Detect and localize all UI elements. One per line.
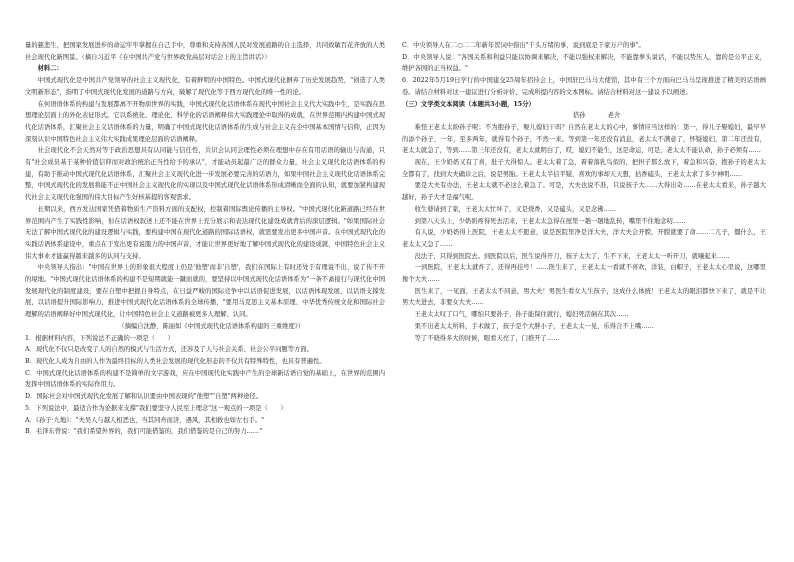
story-author: 老舍	[607, 112, 621, 120]
left-column	[25, 40, 385, 438]
story-paragraph-11: 果不出老太太所料，手术做了，孩子是个大胖小子，王老太太一见，乐得合不上嘴……	[414, 322, 654, 330]
story-paragraph-12: 等了不晓得多大的时候，眼看天亮了，门推开了……	[414, 334, 560, 342]
story-paragraph-1: 难怪王老太太盼孙子呢；不为抱孙子，娶儿媳妇干吗？自然在老太太的心中，事情应当这样的：第一，得儿子娶媳妇，最早早的添个孙子，一年，至多两年，就得有个孙子，不然一来。等到第一年还没有消息，老太太不满意了，怀疑媳妇，第二年还没有，老太太就急了，等到……第三年还没有，老太太就明白了，哎，媳妇不能生，这是命运，可是，老太太不能认命，孙子必须有……	[402, 123, 766, 155]
material2-paragraph-4: 长期以来，西方发达国家凭借着物质生产资料方面的支配权，控制着国际舆论传播的主导权。"中国式现代化新道路已经在世界范围内产生了实践性影响，但在话语权叙述上还不能在世界上充分展示和表达现代化建设成就背后的深层逻辑。"如果国际社会无法了解中国式现代化的建设逻辑与实践，要构建中国在现代化道路的国际话语权，就需要发出更多中国声音。在中国式现代化的实践话语体系建设中，重点在于发出更有说服力的中国声音，才能让世界更好地了解中国式现代化的建设成就，中国特色社会主义伟大事业才能赢得越来越多的认同与支持。	[25, 205, 385, 260]
story-paragraph-9: 医生来了，一见面，王老太太不同意，男大夫！男医生看女人生孩子，这成什么体统！王老太太的眼泪都快下来了，就是不让男大夫进去，非要女大夫……	[402, 287, 766, 307]
story-paragraph-7: 没法子，只得到医院去。到医院以后，医生说得开刀，孩子太大了，生不下来，王老太太一听开刀，就嚷起来……	[414, 252, 730, 260]
question-4-option-b: B．现代化人成为自由的人作为最终目标的人类社会发展的现代化形态的不仅共有特殊特性，也具有普遍性。	[25, 357, 326, 365]
story-paragraph-6: 有人说，少奶奶得上医院，王老太太不愿意，说是医院里净是洋大夫，洋大夫会开膛，开膛就要了命……二儿子，僵什么，王老太太又急了……	[402, 229, 766, 248]
intro-paragraph: 量的慈悲生，把国家发展进步的命运牢牢掌握在自己手中，尊重和支持各国人民对发展道路的自主选择，共同致敏百花齐放的人类社会现代化新图景。（摘自习近平《在中国共产党与世界政党高层对话会上的主旨讲话》）	[25, 42, 385, 61]
story-paragraph-3: 要是大夫有办法，王老太太就不必这么着急了。可是，大夫也说不准，只说孩子大……大得出奇……在老太太看来，孙子越大越好，孙子大才是福气呢。	[402, 182, 766, 202]
material2-paragraph-3: 社会现代化不会天然对等于政治思想具有认同能与信任性，共识会认同会理性必须在理想中存在有用话语的输出与沟通，只有"社会成员基于某种价值信仰而对政治统治正当性给予的承认"，才能动员起最广泛的群众力量，社会主义现代化话语体系的构建，有助于推动中国式现代化话语体系，汇聚社会主义现代化进一步发展必要完善的话语力，如果中国社会主义现代化话语体系完整，中国式现代化的发展将能不正中国社会主义现代化的实现以及中国式现代化话语体系形成清晰而全面的认知，就要加紧构建现代社会主义现代化强国的伟大目标产生好核基提的客观需求。	[25, 147, 385, 202]
story-paragraph-10: 王老太太叹了口气，哪怕只要孙子，孙子能保住就行，媳妇死活倒在其次……	[414, 311, 629, 319]
story-paragraph-5: 到第八天头上，少奶奶疼得死去活来，王老太太急得在屋里一趟一趟地乱转，嘴里不住地念叨……	[414, 217, 686, 225]
question-5-option-b: B．毛泽东曾说："我们希望外界的，我们可能借鉴的，我们借鉴的是自己的努力……"	[25, 428, 263, 436]
story-paragraph-8: 一到医院，王老太太就炸了，还得再挂号！……医生来了，王老太太一看就不喜欢，洋装，白帽子，王老太太心里说，这哪里像个大夫……	[402, 264, 766, 284]
question-5-option-d: D．中央领导人说："各国关系和利益只能以协调来解决，不能以强权来解决，不能靠拳头说话，不能以势压人，靠的是公平正义，维护各国的正当权益。"	[402, 53, 766, 73]
material2-title: 材料二：	[37, 65, 63, 73]
question-4: 1．根据材料内容，下列说法不正确的一项是（ ）	[25, 334, 174, 342]
question-6: 6．2022年5月19日学行的中国建交25周年招待会上，中国驻巴马马大使馆，其中有三个方面向巴马马呈现推进了精美的话语画卷。请结合材料对这一建议进行分析评价，完成所提内容的文本图标。请结合材料对这一建议予以阐述。	[402, 77, 766, 96]
question-5: 5．下列说法中，最适合作为论据来支撑"我们要坚守人民至上理念"这一观点的一项是（ ）	[25, 404, 287, 412]
question-4-option-d: D．国际社会对中国式现代化发展了解和认识要由中国表现的"他塑""自塑"两种途径。	[25, 393, 263, 401]
section-heading: （三）文学类文本阅读（本题共3小题，15分）	[402, 100, 535, 108]
question-4-option-a: A．现代化不仅只是改变了人的自然的模式与生活方式，还涉及了人与社会关系、社会公平问题等方面。	[25, 346, 313, 354]
right-column	[402, 40, 766, 344]
question-4-option-c: C．中国式现代化话语体系的构建不是简单的文字游戏，应在中国现代化实践中产生的全球新话语自觉的基础上，在世界的范围内发挥中国话语体系的实际作用力。	[25, 369, 385, 389]
material2-paragraph-2: 在何语语体系的构建与发展都离不开物质世界的实践，中国式现代化话语体系在现代中国社会主义代大实践中生，是实践在思想理论层面上的外化表征形式。它以系统化、理论化、科学化的话语阐释伟大实践理论中取得的成就，在世界范围内构建中国式现代化话语体系，汇聚社会主义话语体系的力量，明确了中国式现代化话语体系的生成与社会主义在全中国基本国情与信仰，正因为深刻认识中国特色社会主义伟大实践成果理论层面的话语阐释。	[25, 100, 385, 143]
story-paragraph-2: 现在，王少奶奶又有了喜，肚子大得惊人。老太太着了急，着着落乳鸟似的，把担子那么放下，着急和兴奋，抱孙子的老太太全都有了，找到大夫确诊之后，说是男胎。王老太太半信半疑，喜欢的事却天天想，拈香磕头，王老太太求了多少神明……	[402, 159, 766, 178]
material2-source: （摘编自沈静、陈丽如《中国式现代化话语体系构建的三重维度》）	[118, 322, 305, 330]
question-5-option-c: C．中央领导人在二○二二年新年贺词中指出"千头万绪的事，说到底是千家万户的事"。	[402, 42, 645, 49]
material2-paragraph-5: 中央领导人指出："中国在世界上的形象很大程度上仍是'他塑'而非'自塑'，我们在国际上有时还处于有理说不出、说了传不开的境地。"中国式现代化话语体系的构建不是短期就能一蹴而就的，要坚持以中国式现代化话语体系为"一条不紊接行与现代化中国发展现代化的制度建设，要在自塑中把握自身特点，在日益严峻的国际竞争中以话语促进发展，以话语体现发展，以话语支撑发展，以话语提升国际影响力，推进中国式现代化话语体系的全球传播，"要用马克思主义基本原理、中华优秀传统文化和国际社会理解的话语阐释好中国式现代化，让中国特色社会主义道路被更多人理解、认同。	[25, 264, 385, 319]
story-title-line	[427, 110, 766, 122]
material2-paragraph-1: 中国式现代化是中国共产党领导的社会主义现代化，有着鲜明的中国特色。中国式现代化摒弃了历史发展趋势，"创造了人类文明新形态"，指明了中国式现代化发展的道路与方向，破解了现代化等于西方现代化的唯一性的论。	[25, 77, 385, 96]
story-paragraph-4: 收生婆请到了家，王老太太忙坏了，又是烧香，又是磕头，又是念佛……	[414, 205, 617, 213]
question-5-option-a: A．《孙子·九地》："夫吴人与越人相恶也，当其同舟而济，遇风，其相救也如左右手。"	[25, 416, 265, 424]
story-title: 搭孙	[572, 112, 586, 120]
